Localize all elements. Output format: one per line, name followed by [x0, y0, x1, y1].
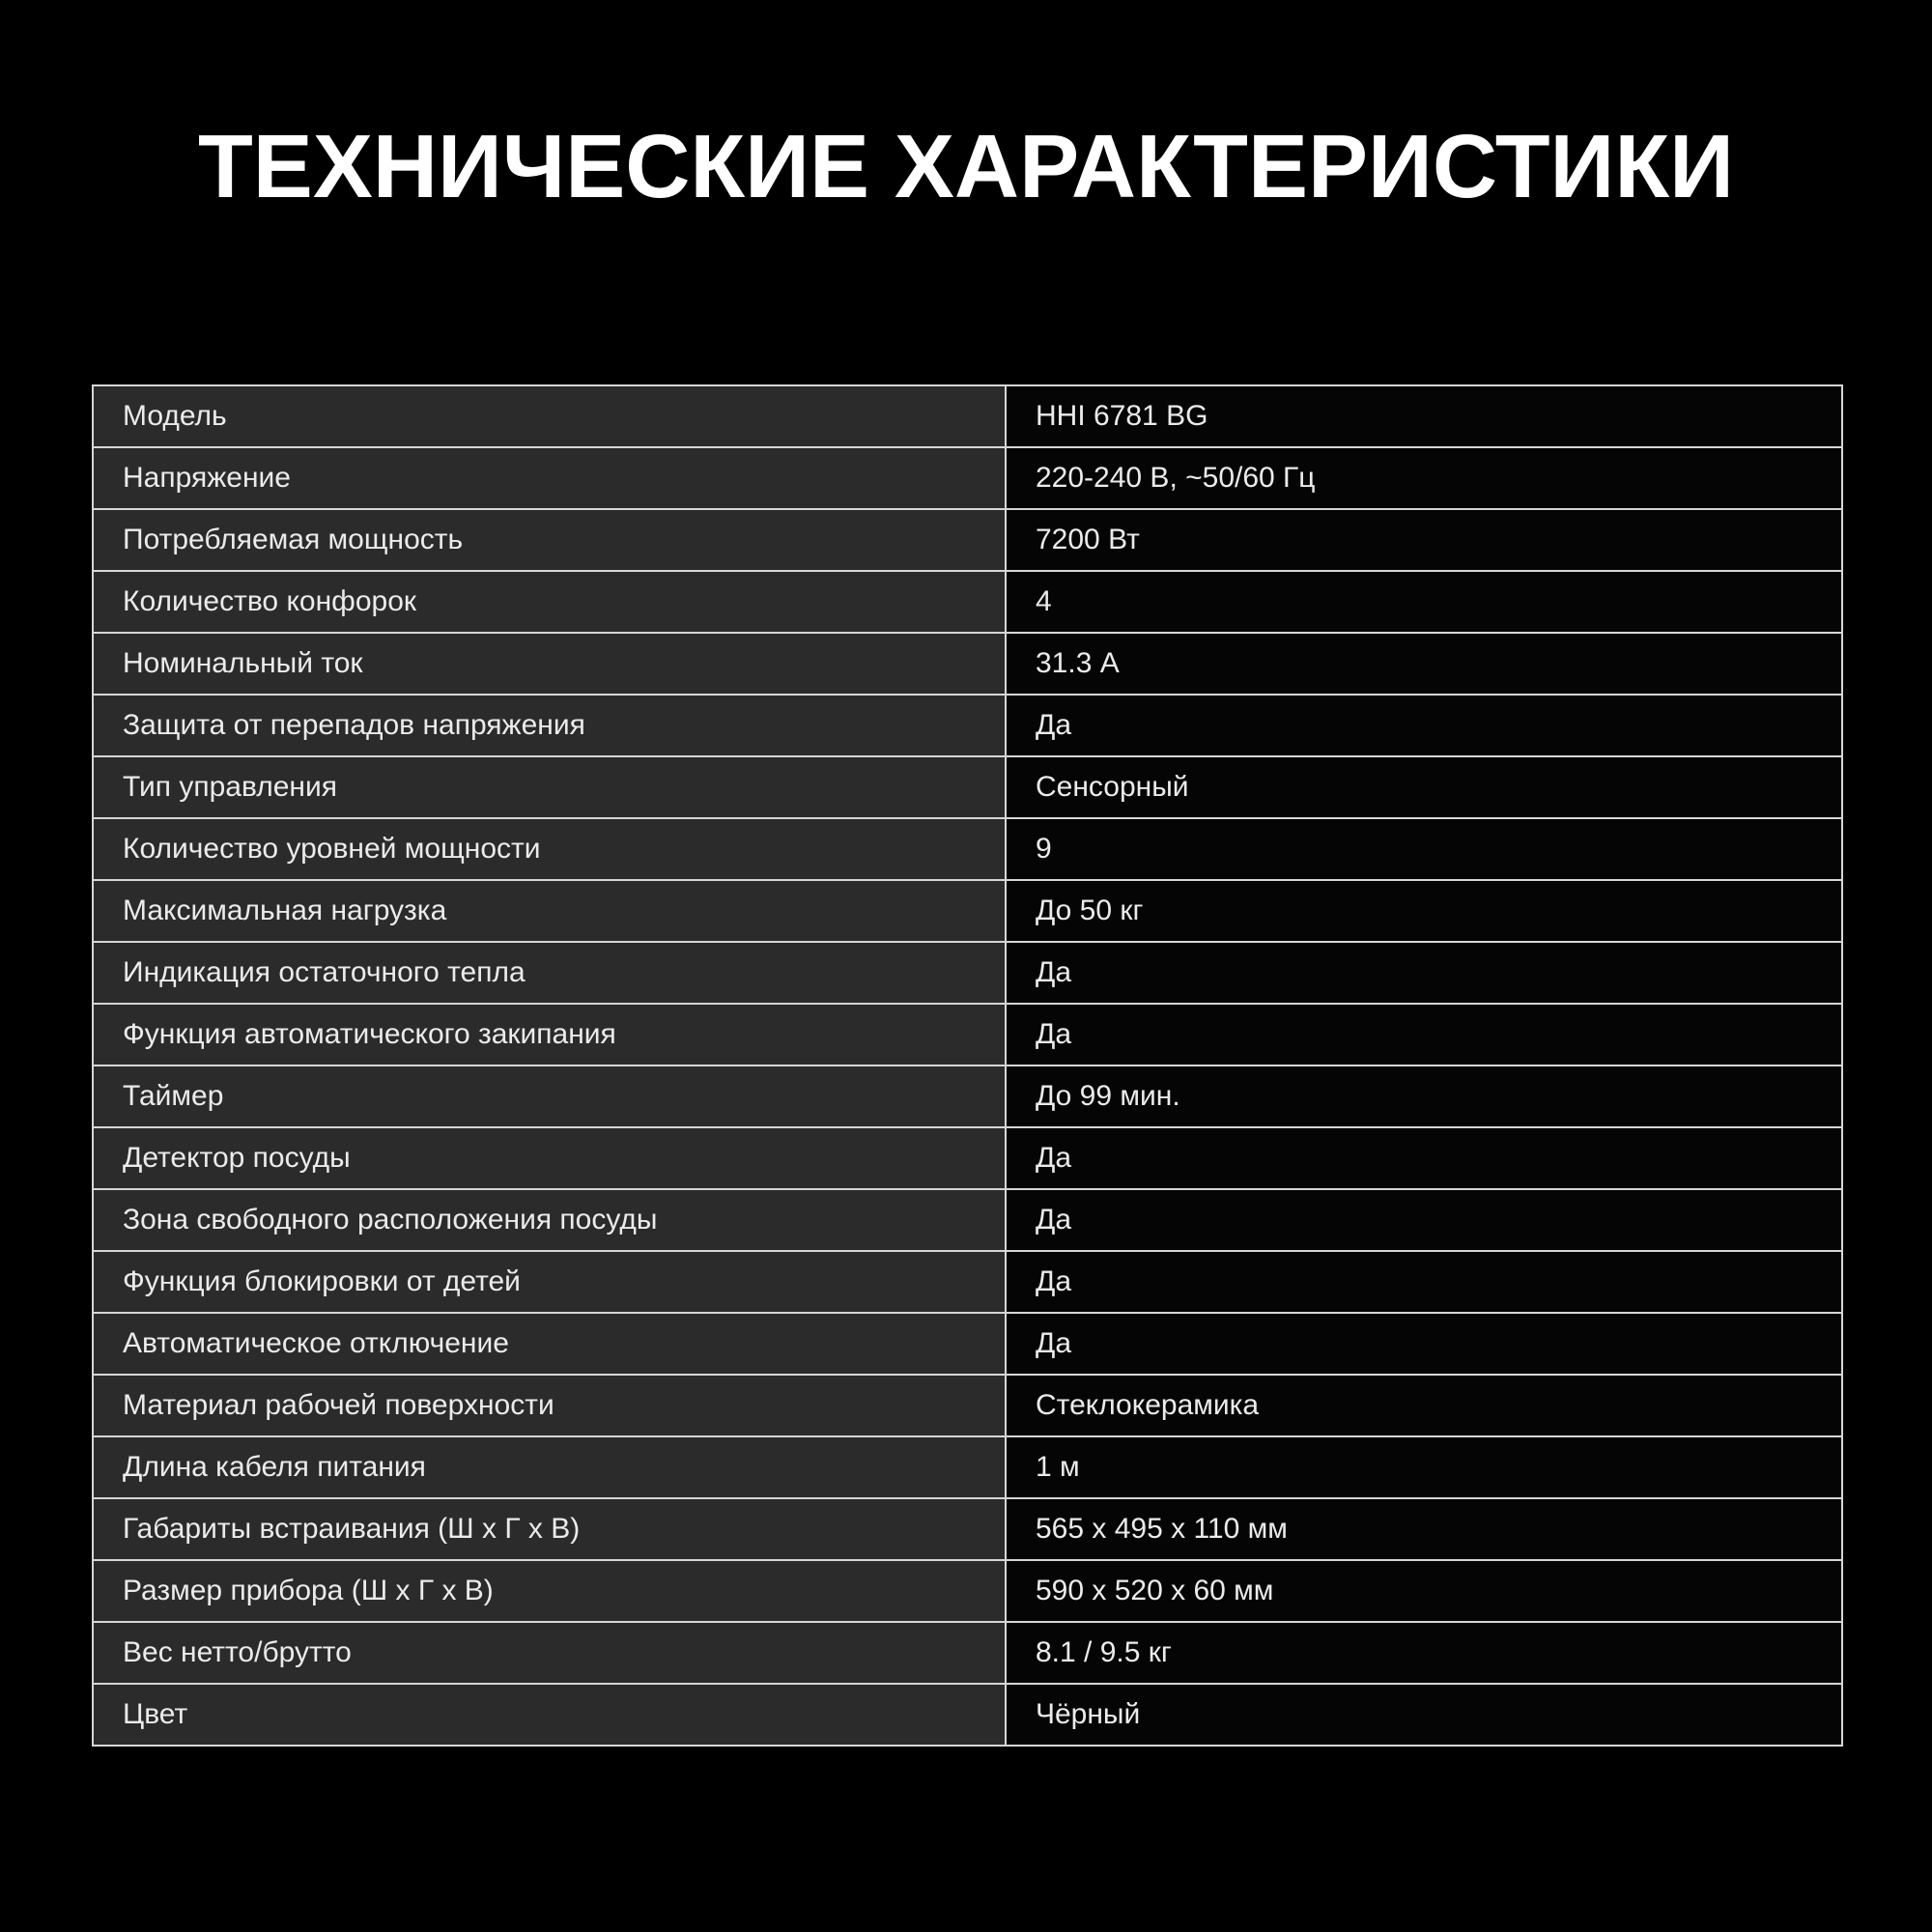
spec-label-cell: Таймер — [93, 1065, 1006, 1127]
spec-label-cell: Модель — [93, 385, 1006, 447]
spec-value-cell: Да — [1006, 1313, 1842, 1375]
spec-label-cell: Автоматическое отключение — [93, 1313, 1006, 1375]
table-row — [93, 942, 1842, 1004]
table-row — [93, 1560, 1842, 1622]
spec-label-cell: Размер прибора (Ш х Г х В) — [93, 1560, 1006, 1622]
spec-value-cell: 9 — [1006, 818, 1842, 880]
spec-value-cell: 7200 Вт — [1006, 509, 1842, 571]
table-row — [93, 1004, 1842, 1065]
table-row — [93, 756, 1842, 818]
table-row — [93, 1436, 1842, 1498]
table-row — [93, 1375, 1842, 1436]
table-row — [93, 1498, 1842, 1560]
table-row — [93, 880, 1842, 942]
spec-value-cell: 8.1 / 9.5 кг — [1006, 1622, 1842, 1684]
page-title: ТЕХНИЧЕСКИЕ ХАРАКТЕРИСТИКИ — [198, 116, 1734, 216]
spec-label-cell: Функция автоматического закипания — [93, 1004, 1006, 1065]
table-row — [93, 1189, 1842, 1251]
spec-value-cell: Да — [1006, 942, 1842, 1004]
spec-value-cell: До 50 кг — [1006, 880, 1842, 942]
spec-table — [92, 384, 1843, 1747]
spec-label-cell: Функция блокировки от детей — [93, 1251, 1006, 1313]
table-row — [93, 1313, 1842, 1375]
spec-value-cell: 565 х 495 х 110 мм — [1006, 1498, 1842, 1560]
spec-value-cell: Да — [1006, 1251, 1842, 1313]
spec-value-cell: Да — [1006, 1127, 1842, 1189]
spec-label-cell: Напряжение — [93, 447, 1006, 509]
spec-label-cell: Тип управления — [93, 756, 1006, 818]
spec-value-cell: HHI 6781 BG — [1006, 385, 1842, 447]
spec-value-cell: Да — [1006, 1189, 1842, 1251]
spec-value-cell: 4 — [1006, 571, 1842, 633]
spec-label-cell: Количество конфорок — [93, 571, 1006, 633]
spec-label-cell: Материал рабочей поверхности — [93, 1375, 1006, 1436]
spec-value-cell: 220-240 В, ~50/60 Гц — [1006, 447, 1842, 509]
spec-label-cell: Потребляемая мощность — [93, 509, 1006, 571]
table-row — [93, 571, 1842, 633]
spec-value-cell: Чёрный — [1006, 1684, 1842, 1746]
spec-label-cell: Длина кабеля питания — [93, 1436, 1006, 1498]
spec-value-cell: Да — [1006, 1004, 1842, 1065]
table-row — [93, 447, 1842, 509]
spec-label-cell: Индикация остаточного тепла — [93, 942, 1006, 1004]
table-row — [93, 695, 1842, 756]
spec-label-cell: Цвет — [93, 1684, 1006, 1746]
spec-label-cell: Количество уровней мощности — [93, 818, 1006, 880]
spec-label-cell: Защита от перепадов напряжения — [93, 695, 1006, 756]
table-row — [93, 1622, 1842, 1684]
table-row — [93, 633, 1842, 695]
table-row — [93, 1127, 1842, 1189]
spec-value-cell: Сенсорный — [1006, 756, 1842, 818]
table-row — [93, 1251, 1842, 1313]
spec-value-cell: До 99 мин. — [1006, 1065, 1842, 1127]
spec-label-cell: Номинальный ток — [93, 633, 1006, 695]
spec-label-cell: Габариты встраивания (Ш х Г х В) — [93, 1498, 1006, 1560]
spec-label-cell: Зона свободного расположения посуды — [93, 1189, 1006, 1251]
spec-value-cell: 31.3 А — [1006, 633, 1842, 695]
table-row — [93, 385, 1842, 447]
spec-label-cell: Детектор посуды — [93, 1127, 1006, 1189]
spec-label-cell: Вес нетто/брутто — [93, 1622, 1006, 1684]
spec-label-cell: Максимальная нагрузка — [93, 880, 1006, 942]
table-row — [93, 509, 1842, 571]
spec-value-cell: Стеклокерамика — [1006, 1375, 1842, 1436]
table-row — [93, 818, 1842, 880]
table-row — [93, 1684, 1842, 1746]
spec-value-cell: 1 м — [1006, 1436, 1842, 1498]
table-row — [93, 1065, 1842, 1127]
spec-value-cell: Да — [1006, 695, 1842, 756]
spec-value-cell: 590 х 520 х 60 мм — [1006, 1560, 1842, 1622]
